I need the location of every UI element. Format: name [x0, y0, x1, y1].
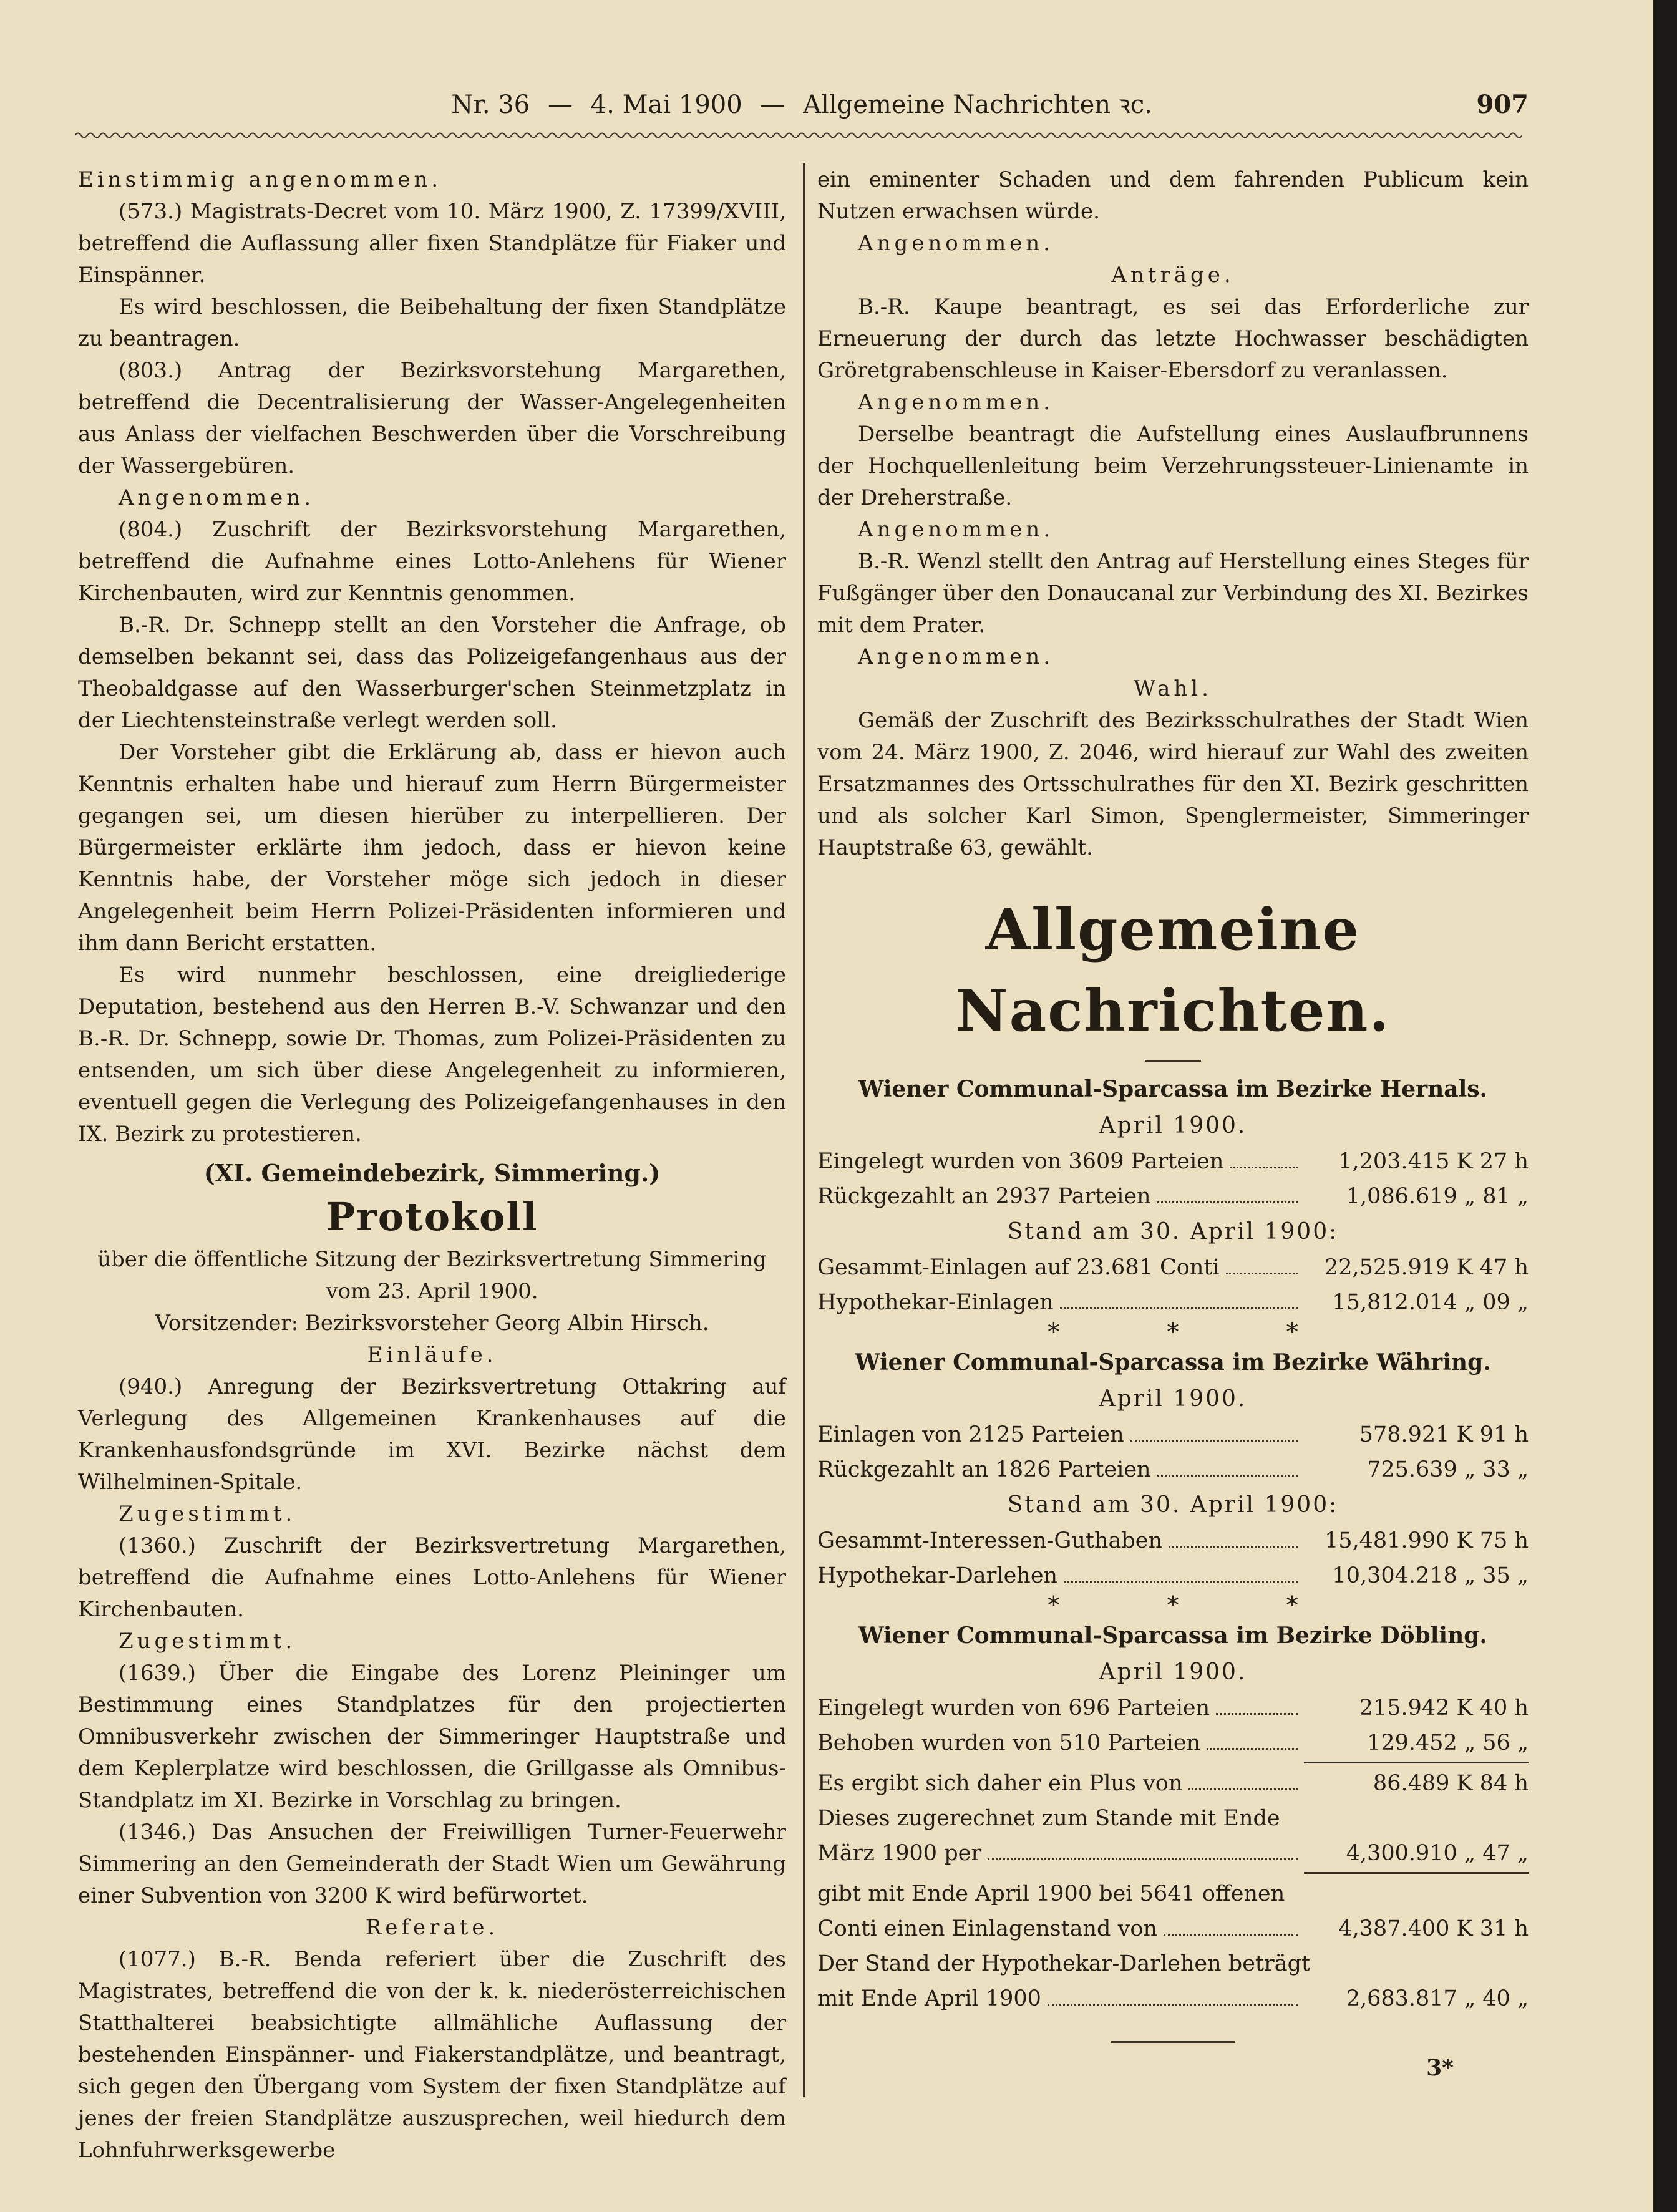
bank-title: Wiener Communal-Sparcassa im Bezirke Hernals.: [858, 1076, 1488, 1102]
balance-date: Stand am 30. April 1900:: [1007, 1492, 1339, 1518]
paragraph: (803.) Antrag der Bezirksvorstehung Margarethen, betreffend die Decentralisierung der Wasser-Angelegenheiten aus Anlass der vielfachen Beschwerden über die Vorschreibung der Wassergebüren.: [78, 358, 786, 478]
masthead-rule: [1145, 1060, 1201, 1062]
dot-leader: [1064, 1581, 1298, 1583]
ledger-row: [817, 1179, 1529, 1214]
ledger-value: 578.921 K 91 h: [1359, 1422, 1529, 1447]
paragraph: ein eminenter Schaden und dem fahrenden Publicum kein Nutzen erwachsen würde.: [817, 167, 1529, 224]
ledger-row: [817, 1801, 1529, 1836]
ledger-label: März 1900 per: [817, 1841, 982, 1866]
paragraph: (1077.) B.-R. Benda referiert über die Zuschrift des Magistrates, betreffend die von der k. k. niederösterreichischen Statthalterei beabsichtigte allmähliche Auflassung der bestehenden Einspänner- und Fiakerstandplätze, und beantragt, sich gegen den Übergang vom System der fixen Standplätze auf jenes der freien Standplätze auszusprechen, weil hiedurch dem Lohnfuhrwerksgewerbe: [78, 1947, 786, 2163]
header-separator: —: [760, 90, 785, 119]
ledger-label: Gesammt-Einlagen auf 23.681 Conti: [817, 1255, 1220, 1280]
ledger-label: gibt mit Ende April 1900 bei 5641 offenen: [817, 1881, 1285, 1906]
section-stars: * * *: [1048, 1318, 1348, 1346]
section-stars: * * *: [1048, 1591, 1348, 1619]
ledger-row: [817, 1558, 1529, 1593]
ledger-label: Conti einen Einlagenstand von: [817, 1916, 1157, 1941]
paragraph: Der Vorsteher gibt die Erklärung ab, dass er hievon auch Kenntnis erhalten habe und hierauf zum Herrn Bürgermeister gegangen sei, um diesen hierüber zu interpellieren. Der Bürgermeister erklärte ihm jedoch, dass er hievon keine Kenntnis habe, der Vorsteher möge sich jedoch in dieser Angelegenheit beim Herrn Polizei-Präsidenten informieren und ihm dann Bericht erstatten.: [78, 740, 786, 956]
paragraph: Einstimmig angenommen.: [78, 167, 442, 192]
paragraph: Zugestimmt.: [119, 1501, 296, 1526]
ledger-row: [817, 1836, 1529, 1871]
paragraph: (XI. Gemeindebezirk, Simmering.): [203, 1159, 661, 1187]
column-divider: [803, 163, 805, 2097]
paragraph: Angenommen.: [119, 485, 315, 510]
section-title: Allgemeine Nachrichten ꝛc.: [803, 90, 1152, 119]
paragraph: (1346.) Das Ansuchen der Freiwilligen Turner-Feuerwehr Simmering an den Gemeinderath der Stadt Wien um Gewährung einer Subvention von 3200 K wird befürwortet.: [78, 1820, 786, 1908]
ledger-label: Hypothekar-Darlehen: [817, 1563, 1058, 1588]
dot-leader: [1157, 1475, 1298, 1477]
paragraph: Derselbe beantragt die Aufstellung eines Auslaufbrunnens der Hochquellenleitung beim Verzehrungssteuer-Linienamte in der Dreherstraße.: [817, 422, 1529, 510]
issue-date: 4. Mai 1900: [590, 90, 742, 119]
ledger-label: Gesammt-Interessen-Guthaben: [817, 1528, 1162, 1553]
ledger-row: [817, 1691, 1529, 1725]
sum-rule: [1304, 1762, 1529, 1763]
dot-leader: [1230, 1167, 1298, 1168]
paragraph: Angenommen.: [858, 231, 1054, 256]
ledger-label: Eingelegt wurden von 3609 Parteien: [817, 1149, 1224, 1174]
dot-leader: [1164, 1934, 1298, 1936]
balance-date: Stand am 30. April 1900:: [1007, 1219, 1339, 1244]
ledger-value: 725.639 „ 33 „: [1367, 1457, 1529, 1482]
paragraph: (573.) Magistrats-Decret vom 10. März 1900, Z. 17399/XVIII, betreffend die Auflassung aller fixen Standplätze für Fiaker und Einspänner.: [78, 199, 786, 288]
paragraph: Einläufe.: [367, 1342, 497, 1367]
ledger-value: 1,086.619 „ 81 „: [1346, 1184, 1529, 1209]
ledger-row: [817, 1766, 1529, 1801]
ledger-row: [817, 1981, 1529, 2016]
right-column-proceedings: [817, 164, 1529, 864]
bank-title: Wiener Communal-Sparcassa im Bezirke Währing.: [855, 1349, 1491, 1375]
paragraph: Es wird beschlossen, die Beibehaltung der fixen Standplätze zu beantragen.: [78, 294, 786, 351]
ledger-row: [817, 1725, 1529, 1760]
paragraph: Wahl.: [1134, 676, 1212, 701]
header-wavy-rule: [75, 131, 1522, 140]
paragraph: über die öffentliche Sitzung der Bezirksvertretung Simmering vom 23. April 1900.: [97, 1247, 767, 1304]
dot-leader: [1169, 1546, 1298, 1548]
paragraph: B.-R. Kaupe beantragt, es sei das Erforderliche zur Erneuerung der durch das letzte Hochwasser beschädigten Gröretgrabenschleuse in Kaiser-Ebersdorf zu veranlassen.: [817, 294, 1529, 383]
page-number: 907: [1476, 90, 1529, 119]
ledger-value: 4,300.910 „ 47 „: [1346, 1841, 1529, 1866]
left-column: [78, 164, 786, 2166]
paragraph: Anträge.: [1111, 263, 1235, 288]
ledger-value: 129.452 „ 56 „: [1367, 1730, 1529, 1755]
paragraph: (1639.) Über die Eingabe des Lorenz Pleininger um Bestimmung eines Standplatzes für den projectierten Omnibusverkehr zwischen der Simmeringer Hauptstraße und dem Keplerplatze wird beschlossen, die Grillgasse als Omnibus-Standplatz im XI. Bezirke in Vorschlag zu bringen.: [78, 1661, 786, 1813]
ledger-row: [817, 1876, 1529, 1911]
paragraph: Angenommen.: [858, 390, 1054, 415]
paragraph: Es wird nunmehr beschlossen, eine dreigliederige Deputation, bestehend aus den Herren B.-V. Schwanzar und den B.-R. Dr. Schnepp, sowie Dr. Thomas, zum Polizei-Präsidenten zu entsenden, um sich über diese Angelegenheit zu informieren, eventuell gegen die Verlegung des Polizeigefangenhauses in den IX. Bezirk zu protestieren.: [78, 963, 786, 1147]
paragraph: Angenommen.: [858, 644, 1054, 669]
bank-title: Wiener Communal-Sparcassa im Bezirke Döbling.: [858, 1623, 1487, 1649]
paragraph: Angenommen.: [858, 517, 1054, 542]
paragraph: B.-R. Dr. Schnepp stellt an den Vorsteher die Anfrage, ob demselben bekannt sei, dass das Polizeigefangenhaus aus der Theobaldgasse auf den Wasserburger'schen Steinmetzplatz in der Liechtensteinstraße verlegt werden soll.: [78, 613, 786, 733]
ledger-label: mit Ende April 1900: [817, 1986, 1041, 2011]
report-month: April 1900.: [1099, 1386, 1247, 1412]
header-separator: —: [547, 90, 573, 119]
sum-rule: [1304, 1872, 1529, 1874]
ledger-label: Einlagen von 2125 Parteien: [817, 1422, 1124, 1447]
dot-leader: [988, 1858, 1298, 1860]
section-masthead: Allgemeine Nachrichten.: [955, 896, 1391, 1044]
scan-edge: [1653, 0, 1677, 2212]
ledger-value: 15,812.014 „ 09 „: [1332, 1290, 1529, 1315]
paragraph: (804.) Zuschrift der Bezirksvorstehung Margarethen, betreffend die Aufnahme eines Lotto-Anlehens für Wiener Kirchenbauten, wird zur Kenntnis genommen.: [78, 517, 786, 606]
paragraph: Gemäß der Zuschrift des Bezirksschulrathes der Stadt Wien vom 24. März 1900, Z. 2046, wird hierauf zur Wahl des zweiten Ersatzmannes des Ortsschulrathes für den XI. Bezirk geschritten und als solcher Karl Simon, Spenglermeister, Simmeringer Hauptstraße 63, gewählt.: [817, 708, 1529, 860]
ledger-label: Der Stand der Hypothekar-Darlehen beträgt: [817, 1951, 1311, 1976]
ledger-row: [817, 1911, 1529, 1946]
dot-leader: [1188, 1788, 1298, 1790]
paragraph: Zugestimmt.: [119, 1629, 296, 1654]
ledger-value: 86.489 K 84 h: [1373, 1771, 1529, 1796]
ledger-row: [817, 1452, 1529, 1487]
ledger-label: Rückgezahlt an 2937 Parteien: [817, 1184, 1151, 1209]
ledger-value: 1,203.415 K 27 h: [1338, 1149, 1529, 1174]
issue-number: Nr. 36: [451, 90, 530, 119]
right-column: [817, 164, 1529, 2093]
paragraph: Protokoll: [326, 1194, 538, 1239]
dot-leader: [1157, 1201, 1298, 1203]
ledger-row: [817, 1144, 1529, 1179]
ledger-row: [817, 1946, 1529, 1981]
signature-mark: 3*: [1426, 2055, 1454, 2081]
dot-leader: [1048, 2004, 1298, 2006]
ledger-label: Hypothekar-Einlagen: [817, 1290, 1054, 1315]
ledger-row: [817, 1250, 1529, 1285]
paragraph: B.-R. Wenzl stellt den Antrag auf Herstellung eines Steges für Fußgänger über den Donaucanal zur Verbindung des XI. Bezirkes mit dem Prater.: [817, 549, 1529, 638]
paragraph: Vorsitzender: Bezirksvorsteher Georg Albin Hirsch.: [155, 1311, 709, 1336]
dot-leader: [1226, 1273, 1298, 1274]
report-month: April 1900.: [1099, 1113, 1247, 1138]
ledger-value: 215.942 K 40 h: [1359, 1695, 1529, 1720]
savings-bank-reports: [817, 1070, 1529, 1617]
doebling-report: [817, 1617, 1529, 2016]
dot-leader: [1207, 1748, 1298, 1750]
header-line: [75, 80, 1529, 130]
ledger-value: 15,481.990 K 75 h: [1325, 1528, 1529, 1553]
report-month: April 1900.: [1099, 1659, 1247, 1685]
paragraph: (1360.) Zuschrift der Bezirksvertretung Margarethen, betreffend die Aufnahme eines Lotto-Anlehens für Wiener Kirchenbauten.: [78, 1533, 786, 1622]
ledger-row: [817, 1417, 1529, 1452]
paragraph: Referate.: [365, 1915, 499, 1940]
dot-leader: [1060, 1307, 1298, 1309]
dot-leader: [1130, 1440, 1298, 1442]
ledger-row: [817, 1523, 1529, 1558]
running-header: [75, 80, 1529, 130]
ledger-label: Rückgezahlt an 1826 Parteien: [817, 1457, 1151, 1482]
ledger-label: Eingelegt wurden von 696 Parteien: [817, 1695, 1210, 1720]
dot-leader: [1216, 1713, 1298, 1715]
ledger-label: Behoben wurden von 510 Parteien: [817, 1730, 1201, 1755]
ledger-value: 10,304.218 „ 35 „: [1332, 1563, 1529, 1588]
ledger-value: 2,683.817 „ 40 „: [1346, 1986, 1529, 2011]
paragraph: (940.) Anregung der Bezirksvertretung Ottakring auf Verlegung des Allgemeinen Krankenhauses auf die Krankenhausfondsgründe im XVI. Bezirke nächst dem Wilhelminen-Spitale.: [78, 1374, 786, 1495]
ledger-value: 4,387.400 K 31 h: [1338, 1916, 1529, 1941]
ledger-value: 22,525.919 K 47 h: [1325, 1255, 1529, 1280]
ledger-row: [817, 1285, 1529, 1320]
ledger-label: Dieses zugerechnet zum Stande mit Ende: [817, 1806, 1280, 1831]
ledger-label: Es ergibt sich daher ein Plus von: [817, 1771, 1183, 1796]
